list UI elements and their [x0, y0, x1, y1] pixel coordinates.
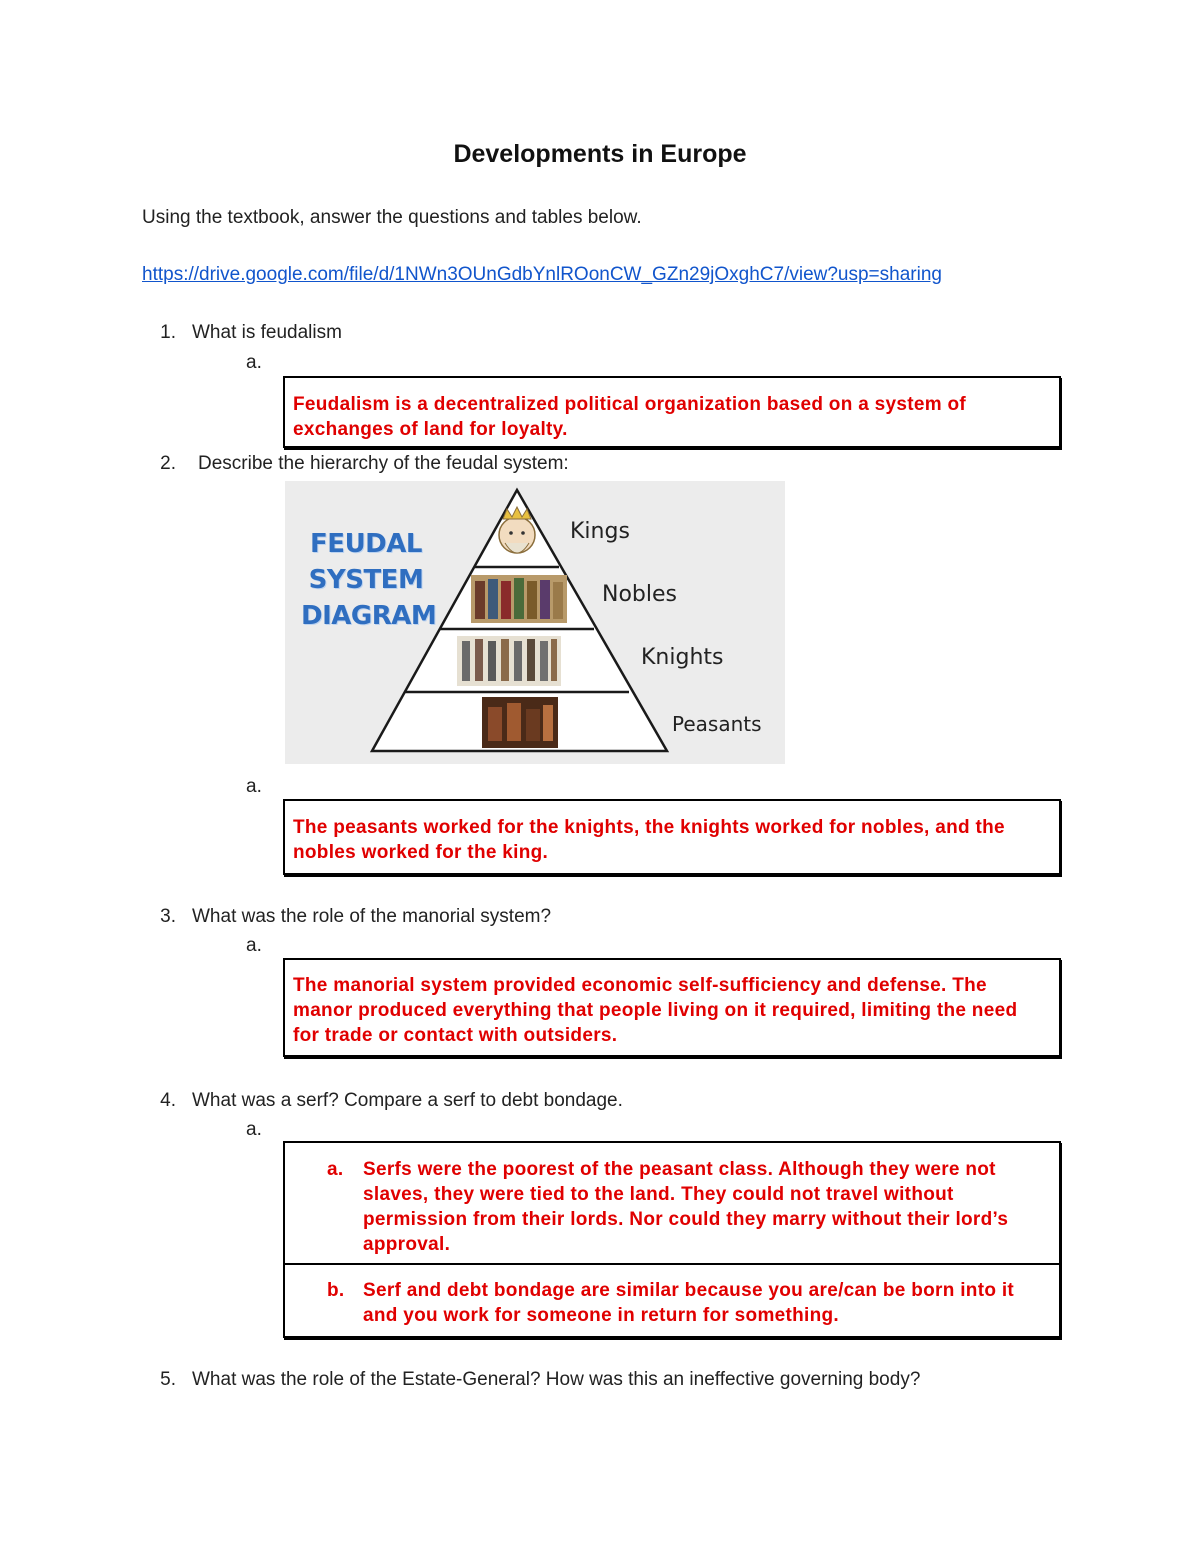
- answer-box-3[interactable]: [283, 958, 1061, 1057]
- level-label-peasants: Peasants: [672, 712, 762, 736]
- answer-text: Feudalism is a decentralized political organization based on a system of exchanges of land for loyalty.: [293, 394, 967, 440]
- instructions-text: Using the textbook, answer the questions and tables below.: [142, 207, 642, 228]
- question-number: 2.: [160, 453, 176, 474]
- nobles-image: [471, 575, 567, 623]
- level-label-nobles: Nobles: [602, 582, 677, 607]
- peasants-image: [482, 697, 558, 748]
- question-1: [142, 322, 342, 344]
- document-title: Developments in Europe: [453, 140, 747, 168]
- level-label-knights: Knights: [641, 645, 724, 670]
- answer-label-a: a.: [327, 1159, 344, 1180]
- question-number: 5.: [160, 1369, 176, 1390]
- feudal-system-diagram: [285, 481, 785, 764]
- sub-label: a.: [246, 1119, 262, 1140]
- answer-box-1[interactable]: [283, 376, 1061, 448]
- sub-label: a.: [246, 935, 262, 956]
- textbook-link[interactable]: https://drive.google.com/file/d/1NWn3OUnGdbYnlROonCW_GZn29jOxghC7/view?usp=sharing: [142, 264, 942, 285]
- answer-text-a: Serfs were the poorest of the peasant class. Although they were not slaves, they were tied to the land. They could not travel without permission from their lords. Nor could they marry without their lord’s approval.: [363, 1159, 1009, 1255]
- answer-text-b: Serf and debt bondage are similar because you are/can be born into it and you work for someone in return for something.: [363, 1280, 1015, 1326]
- question-3: [142, 906, 551, 928]
- diagram-title-line: FEUDAL: [310, 529, 422, 559]
- diagram-title-line: DIAGRAM: [301, 601, 437, 631]
- question-number: 4.: [160, 1090, 176, 1111]
- diagram-title-line: SYSTEM: [308, 565, 424, 595]
- question-number: 1.: [160, 322, 176, 343]
- answer-box-2[interactable]: [283, 799, 1061, 875]
- answer-table-4[interactable]: [283, 1141, 1061, 1338]
- answer-text: The manorial system provided economic self-sufficiency and defense. The manor produced everything that people living on it required, limiting the need for trade or contact with outsiders.: [293, 975, 1018, 1046]
- question-5: [142, 1369, 920, 1391]
- question-number: 3.: [160, 906, 176, 927]
- knights-image: [457, 636, 561, 686]
- question-text: What was a serf? Compare a serf to debt bondage.: [192, 1090, 623, 1111]
- table-divider: [285, 1263, 1059, 1265]
- question-text: What is feudalism: [192, 322, 342, 343]
- sub-label: a.: [246, 352, 262, 373]
- question-text: What was the role of the manorial system?: [192, 906, 552, 927]
- sub-label: a.: [246, 776, 262, 797]
- question-2: [142, 453, 569, 475]
- question-text: Describe the hierarchy of the feudal system:: [198, 453, 569, 474]
- level-label-kings: Kings: [570, 519, 630, 544]
- answer-text: The peasants worked for the knights, the knights worked for nobles, and the nobles worked for the king.: [293, 817, 1005, 863]
- answer-label-b: b.: [327, 1280, 345, 1301]
- question-4: [142, 1090, 623, 1112]
- question-text: What was the role of the Estate-General? How was this an ineffective governing body?: [192, 1369, 921, 1390]
